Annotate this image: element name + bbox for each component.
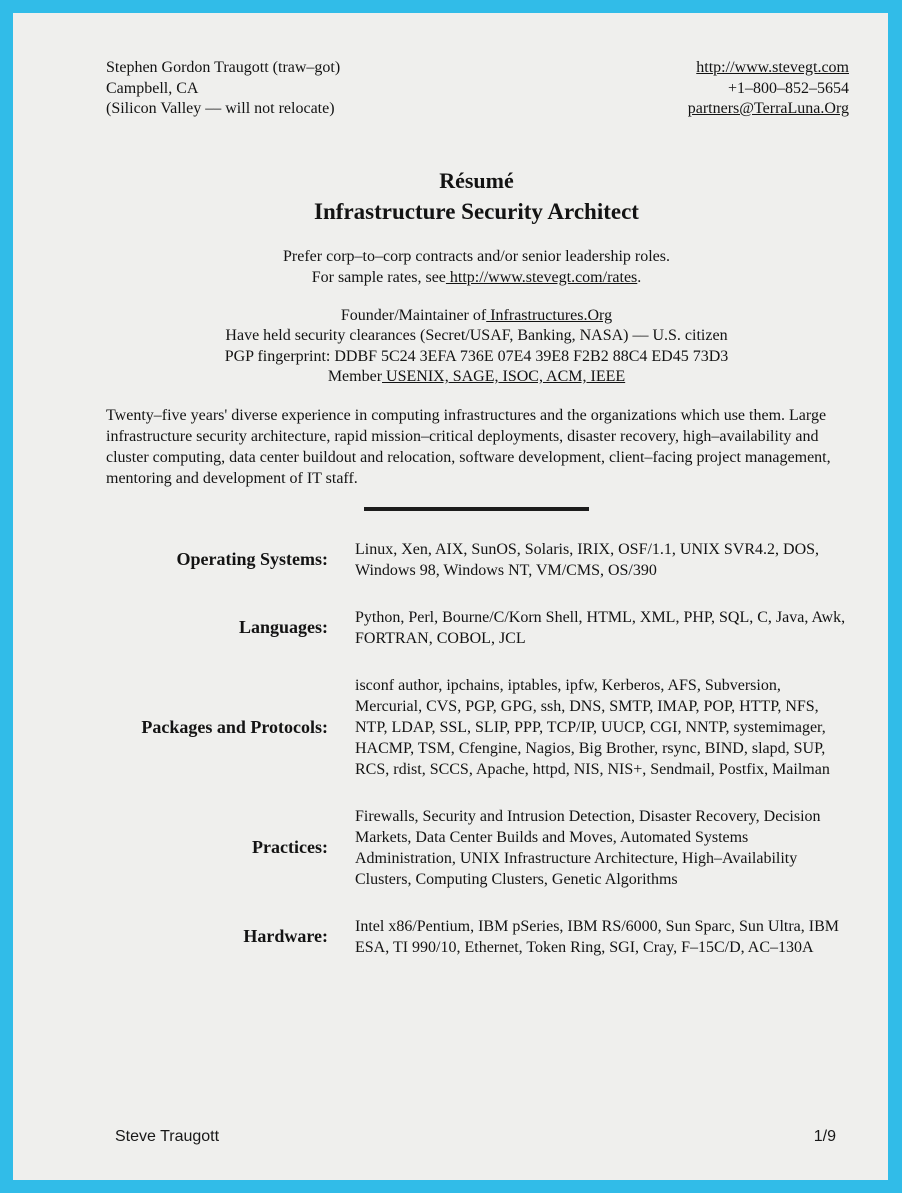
rates-link[interactable]: http://www.stevegt.com/rates (445, 269, 638, 286)
skill-category-label: Languages: (238, 617, 328, 637)
skill-category-label: Practices: (252, 837, 328, 857)
member-link-usenix[interactable]: USENIX, (382, 368, 449, 385)
contact-header (13, 13, 888, 120)
skill-row (106, 806, 888, 890)
infrastructures-org-link[interactable]: Infrastructures.Org (486, 306, 613, 324)
contact-link[interactable]: http://www.stevegt.com (696, 59, 849, 76)
member-link-sage[interactable]: SAGE, (448, 368, 499, 385)
skill-category-label: Packages and Protocols: (141, 716, 328, 737)
divider-wrap (13, 498, 888, 516)
title-block (13, 167, 888, 388)
clearances-line: Have held security clearances (Secret/USAF, Banking, NASA) –– U.S. citizen (225, 327, 728, 344)
skill-category-value: Python, Perl, Bourne/C/Korn Shell, HTML, XML, PHP, SQL, C, Java, Awk, FORTRAN, COBOL, JCL (355, 608, 846, 647)
member-link-ieee[interactable]: IEEE (586, 368, 626, 385)
contact-link[interactable]: partners@TerraLuna.Org (687, 100, 849, 117)
rates-line-prefix: For sample rates, see (311, 269, 446, 286)
preference-block (65, 246, 888, 289)
credentials-block (65, 306, 888, 388)
contact-line: Campbell, CA (106, 79, 199, 97)
member-link-isoc[interactable]: ISOC, (498, 368, 543, 385)
contact-left-block (106, 58, 340, 120)
contact-line: Stephen Gordon Traugott (traw–got) (106, 59, 341, 76)
founder-prefix: Founder/Maintainer of (340, 306, 487, 324)
summary-paragraph: Twenty–five years' diverse experience in computing infrastructures and the organizations which use them. Large infrastructure security architecture, rapid mission–critical deployments, disaster recovery, high–availability and cluster computing, data center buildout and relocation, software development, client–facing project management, mentoring and development of IT staff. (106, 406, 831, 487)
skill-row (106, 607, 888, 649)
member-prefix: Member (327, 368, 383, 385)
skill-category-label: Operating Systems: (176, 549, 328, 569)
member-link-acm[interactable]: ACM, (542, 368, 587, 385)
contact-line: (Silicon Valley –– will not relocate) (106, 100, 335, 117)
section-divider (364, 507, 589, 511)
resume-title: Résumé (439, 167, 514, 193)
pgp-fingerprint-line: PGP fingerprint: DDBF 5C24 3EFA 736E 07E4 39E8 F2B2 88C4 ED45 73D3 (224, 347, 729, 365)
contact-right-block (688, 58, 849, 120)
skill-category-value: Intel x86/Pentium, IBM pSeries, IBM RS/6000, Sun Sparc, Sun Ultra, IBM ESA, TI 990/10, Ethernet, Token Ring, SGI, Cray, F–15C/D, AC–130A (355, 917, 839, 956)
rates-line-suffix: . (637, 269, 642, 286)
footer-page-number: 1/9 (813, 1128, 836, 1145)
skill-category-label: Hardware: (243, 926, 328, 946)
skill-row (106, 539, 888, 581)
skill-category-value: Linux, Xen, AIX, SunOS, Solaris, IRIX, OSF/1.1, UNIX SVR4.2, DOS, Windows 98, Windows NT, VM/CMS, OS/390 (355, 540, 820, 579)
contact-line: +1–800–852–5654 (727, 79, 849, 97)
resume-page (13, 13, 888, 1180)
skill-row (106, 675, 888, 780)
preference-line: Prefer corp–to–corp contracts and/or senior leadership roles. (283, 247, 670, 265)
skill-row (106, 916, 888, 958)
skill-category-value: isconf author, ipchains, iptables, ipfw, Kerberos, AFS, Subversion, Mercurial, CVS, PGP, GPG, ssh, DNS, SMTP, IMAP, POP, HTTP, NFS, NTP, LDAP, SSL, SLIP, PPP, TCP/IP, UUCP, CGI, NNTP, systemimager, HACMP, TSM, Cfengine, Nagios, Big Brother, rsync, BIND, slapd, SUP, RCS, rdist, SCCS, Apache, httpd, NIS, NIS+, Sendmail, Postfix, Mailman (355, 676, 830, 778)
member-links (382, 368, 625, 385)
footer-author: Steve Traugott (115, 1128, 220, 1145)
job-title: Infrastructure Security Architect (314, 198, 639, 224)
skill-category-value: Firewalls, Security and Intrusion Detection, Disaster Recovery, Decision Markets, Data Center Builds and Moves, Automated Systems Administration, UNIX Infrastructure Architecture, High–Availability Clusters, Computing Clusters, Genetic Algorithms (355, 807, 821, 888)
skills-table (106, 539, 888, 958)
page-footer (13, 1128, 888, 1146)
